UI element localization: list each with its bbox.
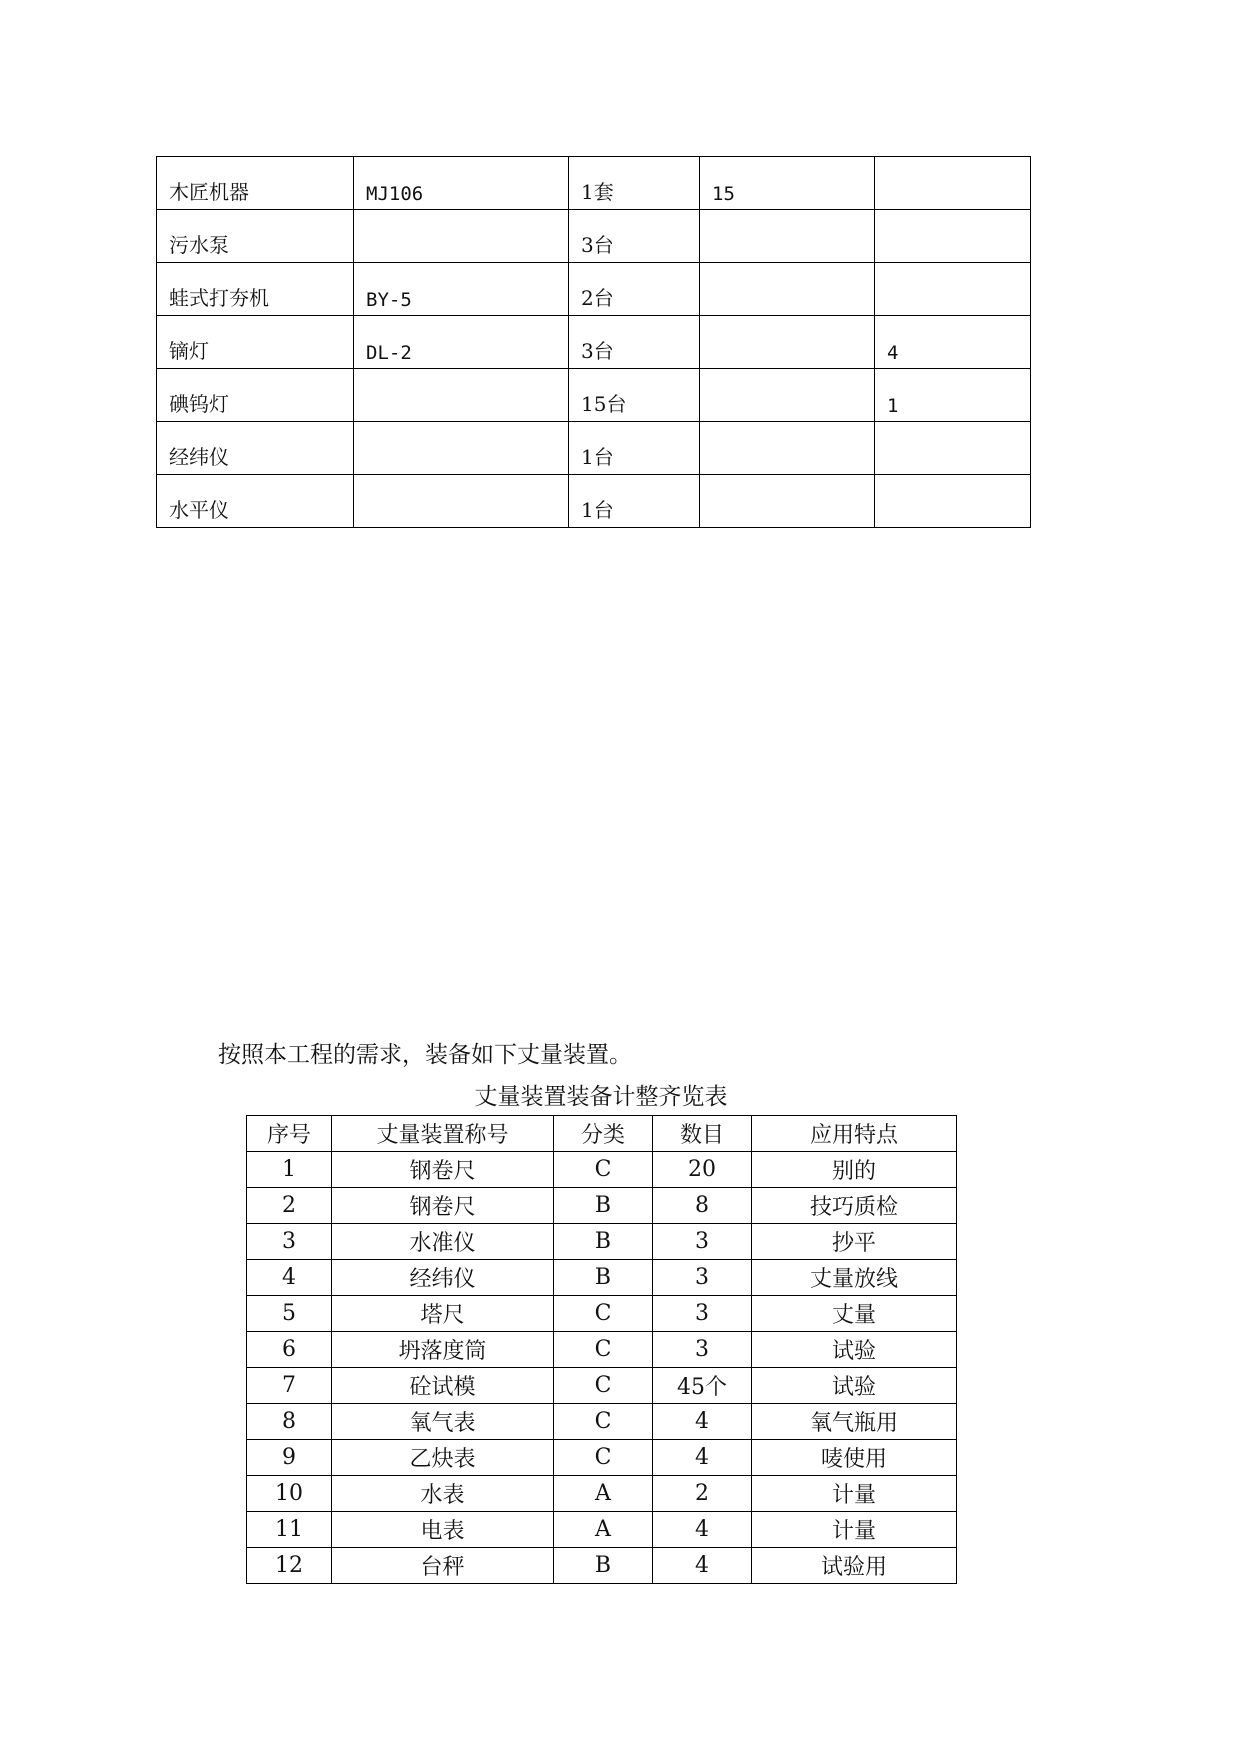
row-number-cell: 9 [247, 1440, 332, 1476]
instrument-name-cell: 水准仪 [332, 1224, 554, 1260]
usage-cell: 技巧质检 [752, 1188, 957, 1224]
quantity-cell: 4 [653, 1512, 752, 1548]
table-row [247, 1368, 957, 1404]
category-cell: C [554, 1440, 653, 1476]
quantity-cell: 4 [653, 1548, 752, 1584]
table-row [247, 1296, 957, 1332]
equipment-name-cell: 镝灯 [157, 316, 354, 369]
usage-cell: 试验 [752, 1332, 957, 1368]
quantity-cell: 3 [653, 1296, 752, 1332]
quantity-cell: 4 [653, 1404, 752, 1440]
instrument-name-cell: 氧气表 [332, 1404, 554, 1440]
usage-cell: 丈量放线 [752, 1260, 957, 1296]
table-row [157, 475, 1031, 528]
equipment-model-cell [354, 422, 569, 475]
table-row [157, 210, 1031, 263]
equipment-name-cell: 木匠机器 [157, 157, 354, 210]
equipment-col4-cell [700, 475, 875, 528]
category-cell: A [554, 1512, 653, 1548]
equipment-col5-cell: 1 [875, 369, 1031, 422]
table-row [157, 369, 1031, 422]
category-cell: B [554, 1188, 653, 1224]
table-row [247, 1224, 957, 1260]
row-number-cell: 12 [247, 1548, 332, 1584]
column-header: 应用特点 [752, 1116, 957, 1152]
instrument-name-cell: 台秤 [332, 1548, 554, 1584]
table-row [157, 157, 1031, 210]
equipment-table [156, 156, 1031, 528]
equipment-model-cell [354, 210, 569, 263]
instrument-name-cell: 电表 [332, 1512, 554, 1548]
table-row [247, 1512, 957, 1548]
category-cell: B [554, 1260, 653, 1296]
usage-cell: 计量 [752, 1476, 957, 1512]
column-header: 序号 [247, 1116, 332, 1152]
category-cell: C [554, 1296, 653, 1332]
quantity-cell: 3 [653, 1332, 752, 1368]
quantity-cell: 45个 [653, 1368, 752, 1404]
row-number-cell: 1 [247, 1152, 332, 1188]
table-row [247, 1260, 957, 1296]
row-number-cell: 6 [247, 1332, 332, 1368]
row-number-cell: 3 [247, 1224, 332, 1260]
equipment-quantity-cell: 2台 [569, 263, 700, 316]
instrument-name-cell: 钢卷尺 [332, 1188, 554, 1224]
usage-cell: 氧气瓶用 [752, 1404, 957, 1440]
column-header: 数目 [653, 1116, 752, 1152]
header-row [247, 1116, 957, 1152]
category-cell: C [554, 1332, 653, 1368]
equipment-name-cell: 水平仪 [157, 475, 354, 528]
quantity-cell: 2 [653, 1476, 752, 1512]
usage-cell: 别的 [752, 1152, 957, 1188]
quantity-cell: 3 [653, 1260, 752, 1296]
usage-cell: 唛使用 [752, 1440, 957, 1476]
table-row [247, 1404, 957, 1440]
quantity-cell: 3 [653, 1224, 752, 1260]
equipment-col5-cell [875, 422, 1031, 475]
instrument-name-cell: 钢卷尺 [332, 1152, 554, 1188]
measuring-table-body [247, 1116, 957, 1584]
equipment-col5-cell [875, 263, 1031, 316]
equipment-col5-cell: 4 [875, 316, 1031, 369]
row-number-cell: 8 [247, 1404, 332, 1440]
usage-cell: 抄平 [752, 1224, 957, 1260]
table-row [247, 1440, 957, 1476]
category-cell: B [554, 1224, 653, 1260]
usage-cell: 丈量 [752, 1296, 957, 1332]
usage-cell: 试验用 [752, 1548, 957, 1584]
instrument-name-cell: 乙炔表 [332, 1440, 554, 1476]
equipment-col4-cell [700, 263, 875, 316]
usage-cell: 试验 [752, 1368, 957, 1404]
equipment-quantity-cell: 1套 [569, 157, 700, 210]
measuring-instruments-table [246, 1115, 957, 1584]
equipment-name-cell: 污水泵 [157, 210, 354, 263]
category-cell: C [554, 1152, 653, 1188]
equipment-name-cell: 蛙式打夯机 [157, 263, 354, 316]
table-caption: 丈量装置装备计整齐览表 [474, 1084, 728, 1110]
instrument-name-cell: 砼试模 [332, 1368, 554, 1404]
table-row [247, 1548, 957, 1584]
instrument-name-cell: 经纬仪 [332, 1260, 554, 1296]
equipment-model-cell: BY-5 [354, 263, 569, 316]
table-row [157, 263, 1031, 316]
category-cell: C [554, 1368, 653, 1404]
instrument-name-cell: 水表 [332, 1476, 554, 1512]
equipment-col4-cell [700, 210, 875, 263]
row-number-cell: 10 [247, 1476, 332, 1512]
row-number-cell: 2 [247, 1188, 332, 1224]
column-header: 丈量装置称号 [332, 1116, 554, 1152]
equipment-model-cell: MJ106 [354, 157, 569, 210]
row-number-cell: 5 [247, 1296, 332, 1332]
equipment-col5-cell [875, 210, 1031, 263]
quantity-cell: 20 [653, 1152, 752, 1188]
column-header: 分类 [554, 1116, 653, 1152]
table-row [247, 1332, 957, 1368]
row-number-cell: 4 [247, 1260, 332, 1296]
category-cell: A [554, 1476, 653, 1512]
equipment-quantity-cell: 1台 [569, 475, 700, 528]
table-row [247, 1152, 957, 1188]
equipment-col5-cell [875, 157, 1031, 210]
instrument-name-cell: 塔尺 [332, 1296, 554, 1332]
equipment-col4-cell [700, 422, 875, 475]
equipment-quantity-cell: 1台 [569, 422, 700, 475]
row-number-cell: 7 [247, 1368, 332, 1404]
equipment-col4-cell [700, 369, 875, 422]
equipment-col4-cell [700, 316, 875, 369]
equipment-table-body [157, 157, 1031, 528]
equipment-model-cell: DL-2 [354, 316, 569, 369]
quantity-cell: 4 [653, 1440, 752, 1476]
equipment-quantity-cell: 3台 [569, 316, 700, 369]
table-row [247, 1188, 957, 1224]
quantity-cell: 8 [653, 1188, 752, 1224]
equipment-name-cell: 碘钨灯 [157, 369, 354, 422]
category-cell: B [554, 1548, 653, 1584]
equipment-model-cell [354, 369, 569, 422]
equipment-quantity-cell: 3台 [569, 210, 700, 263]
equipment-model-cell [354, 475, 569, 528]
table-row [247, 1476, 957, 1512]
equipment-col4-cell: 15 [700, 157, 875, 210]
equipment-col5-cell [875, 475, 1031, 528]
equipment-quantity-cell: 15台 [569, 369, 700, 422]
instrument-name-cell: 坍落度筒 [332, 1332, 554, 1368]
table-row [157, 316, 1031, 369]
usage-cell: 计量 [752, 1512, 957, 1548]
table-row [157, 422, 1031, 475]
category-cell: C [554, 1404, 653, 1440]
equipment-name-cell: 经纬仪 [157, 422, 354, 475]
intro-paragraph: 按照本工程的需求，装备如下丈量装置。 [218, 1042, 632, 1068]
row-number-cell: 11 [247, 1512, 332, 1548]
